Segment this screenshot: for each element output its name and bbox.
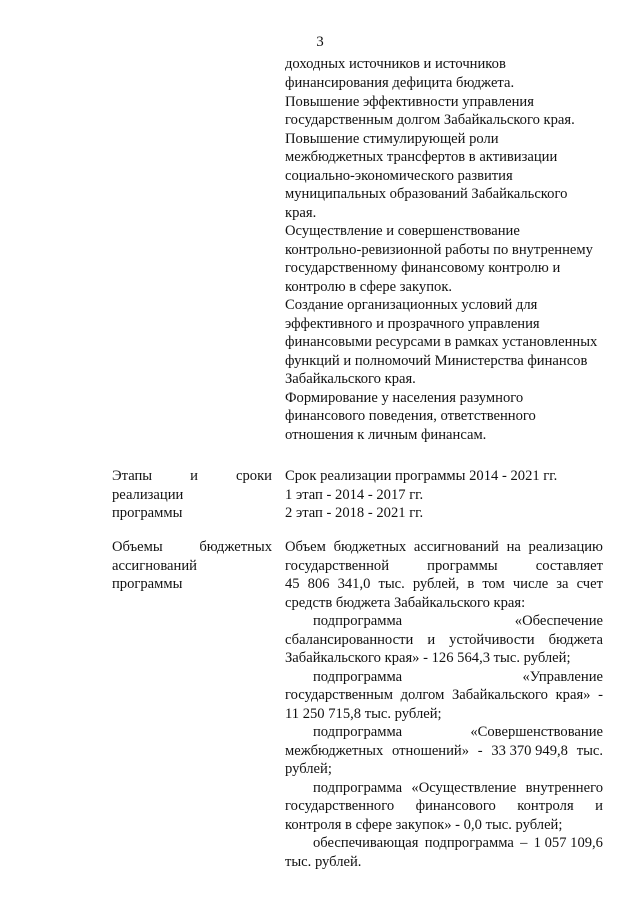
word: «Совершенствование	[470, 724, 603, 740]
word: 341,0	[337, 576, 371, 592]
goals-line: межбюджетных трансфертов в активизации	[285, 149, 558, 165]
word: финансового	[415, 798, 496, 814]
word: 1 057 109,6	[533, 835, 603, 851]
word: Объем	[285, 539, 326, 555]
goals-line: финансирования дефицита бюджета.	[285, 75, 515, 91]
subprogram-2-line	[285, 668, 603, 686]
page-number: 3	[316, 34, 324, 50]
word: том	[482, 576, 505, 592]
stages-line: 2 этап - 2018 - 2021 гг.	[285, 505, 424, 521]
stages-label-line: реализации	[112, 487, 184, 503]
word: «Осуществление	[411, 780, 517, 796]
word: на	[506, 539, 521, 555]
word: подпрограмма	[313, 780, 403, 796]
goals-line: Повышение эффективности управления	[285, 94, 534, 110]
subprogram-1-line: Забайкальского края» - 126 564,3 тыс. рублей;	[285, 650, 571, 666]
word: внутреннего	[525, 780, 603, 796]
goals-line: социально-экономического развития	[285, 168, 513, 184]
word: края»	[555, 687, 591, 703]
budget-intro-line	[285, 557, 603, 575]
goals-line: эффективного и прозрачного управления	[285, 316, 540, 332]
stages-label-line1	[112, 467, 272, 485]
goals-line: Повышение стимулирующей роли	[285, 131, 499, 147]
subprogram-4-line	[285, 779, 603, 797]
subprogram-1-line	[285, 612, 603, 630]
goals-line: финансового поведения, ответственного	[285, 408, 536, 424]
word: «Обеспечение	[514, 613, 603, 629]
word: Забайкальского	[451, 687, 548, 703]
subprogram-5-line: тыс. рублей.	[285, 854, 362, 870]
word: 806	[307, 576, 330, 592]
goals-line: Забайкальского края.	[285, 371, 416, 387]
word: сбалансированности	[285, 632, 414, 648]
word: подпрограмма	[313, 613, 403, 629]
goals-line: края.	[285, 205, 317, 221]
word: бюджета	[548, 632, 603, 648]
subprogram-3-line	[285, 742, 603, 760]
stages-label-line: программы	[112, 505, 183, 521]
goals-line: муниципальных образований Забайкальского	[285, 186, 568, 202]
budget-label-line1	[112, 538, 272, 556]
subprogram-3-line: рублей;	[285, 761, 332, 777]
word: подпрограмма	[313, 669, 403, 685]
goals-line: Осуществление и совершенствование	[285, 223, 520, 239]
word: межбюджетных	[285, 743, 384, 759]
word: долгом	[400, 687, 445, 703]
stages-line: Срок реализации программы 2014 - 2021 гг.	[285, 468, 558, 484]
budget-intro-line	[285, 575, 603, 593]
word: реализацию	[528, 539, 603, 555]
word: за	[556, 576, 569, 592]
subprogram-3-line	[285, 723, 603, 741]
goals-line: доходных источников и источников	[285, 56, 506, 72]
goals-line: отношения к личным финансам.	[285, 427, 487, 443]
word: в	[467, 576, 475, 592]
goals-line: функций и полномочий Министерства финансов	[285, 353, 588, 369]
subprogram-4-line: контроля в сфере закупок» - 0,0 тыс. рублей;	[285, 817, 563, 833]
goals-line: контрольно-ревизионной работы по внутреннему	[285, 242, 593, 258]
subprogram-4-line	[285, 797, 603, 815]
word: –	[520, 835, 528, 851]
subprogram-5-line	[285, 834, 603, 852]
subprogram-2-line	[285, 686, 603, 704]
word: обеспечивающая	[313, 835, 419, 851]
word: тыс.	[576, 743, 603, 759]
word: и	[427, 632, 436, 648]
word: бюджетных	[333, 539, 407, 555]
goals-line: государственным долгом Забайкальского края.	[285, 112, 575, 128]
word: составляет	[535, 558, 603, 574]
word: отношений»	[392, 743, 470, 759]
word: числе	[512, 576, 549, 592]
word: государственного	[285, 798, 395, 814]
word: счет	[576, 576, 603, 592]
word: контроля	[517, 798, 574, 814]
budget-intro-line: средств бюджета Забайкальского края:	[285, 595, 526, 611]
word: подпрограмма	[424, 835, 514, 851]
word: рублей,	[412, 576, 460, 592]
word: «Управление	[522, 669, 603, 685]
word: программы	[427, 558, 498, 574]
label-word: Этапы	[112, 468, 153, 484]
label-word: Объемы	[112, 539, 163, 555]
word: 45	[285, 576, 300, 592]
stages-line: 1 этап - 2014 - 2017 гг.	[285, 487, 424, 503]
label-word: и	[190, 468, 198, 484]
word: государственной	[285, 558, 390, 574]
word: и	[595, 798, 603, 814]
budget-label-line: ассигнований	[112, 558, 197, 574]
goals-line: финансовыми ресурсами в рамках установленных	[285, 334, 598, 350]
word: ассигнований	[413, 539, 499, 555]
subprogram-2-line: 11 250 715,8 тыс. рублей;	[285, 706, 442, 722]
label-word: бюджетных	[199, 539, 272, 555]
word: 33 370 949,8	[491, 743, 568, 759]
goals-line: Создание организационных условий для	[285, 297, 538, 313]
word: тыс.	[378, 576, 405, 592]
word: подпрограмма	[313, 724, 403, 740]
word: -	[598, 687, 603, 703]
goals-line: контролю в сфере закупок.	[285, 279, 453, 295]
word: государственным	[285, 687, 393, 703]
budget-intro-line	[285, 538, 603, 556]
label-word: сроки	[236, 468, 272, 484]
goals-line: государственному финансовому контролю и	[285, 260, 561, 276]
budget-label-line: программы	[112, 576, 183, 592]
goals-line: Формирование у населения разумного	[285, 390, 524, 406]
subprogram-1-line	[285, 631, 603, 649]
word: устойчивости	[449, 632, 535, 648]
word: -	[477, 743, 483, 759]
